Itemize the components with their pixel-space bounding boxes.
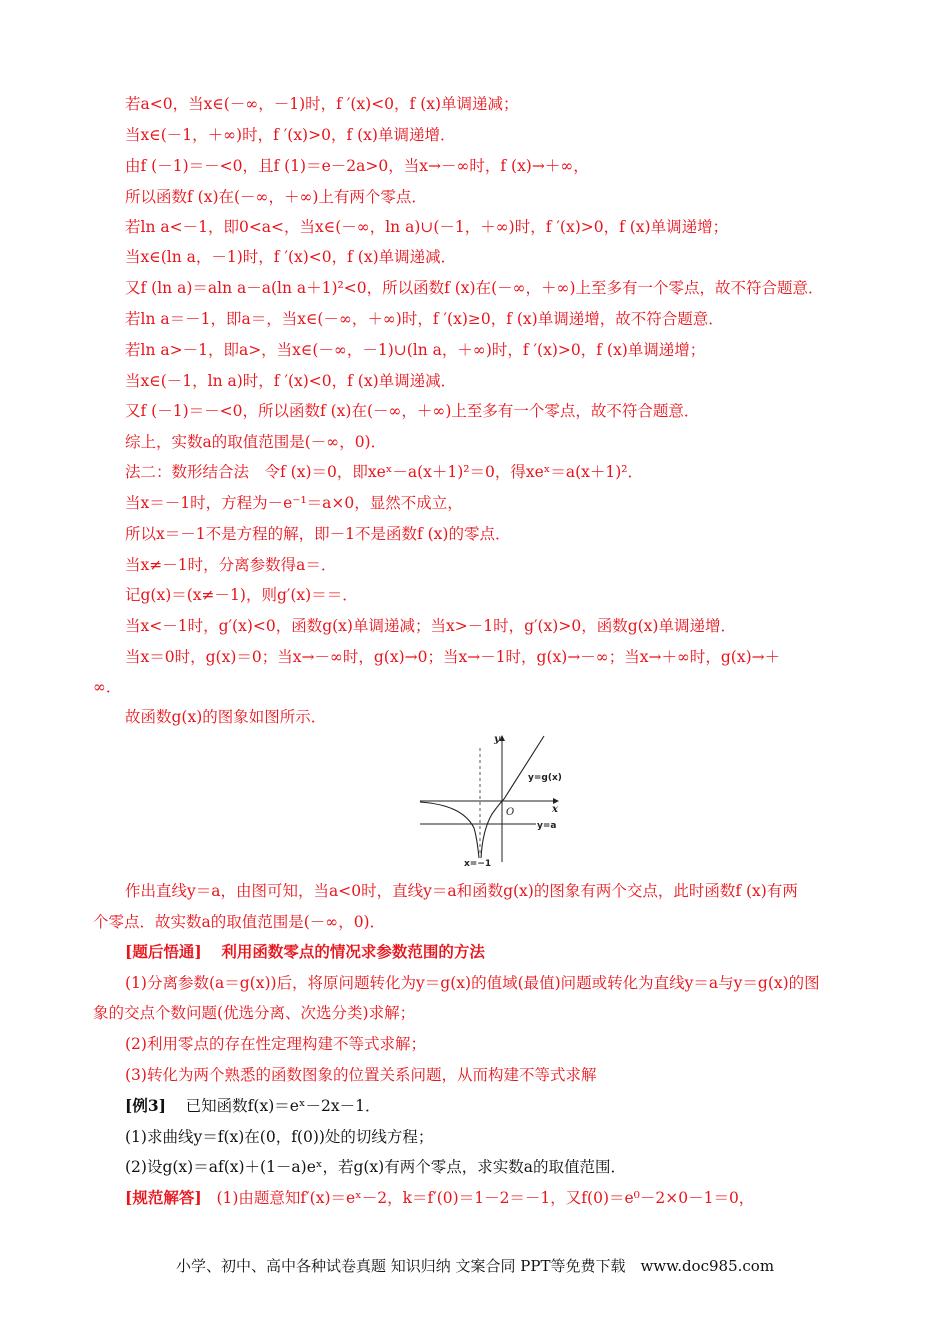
text-line: ∞． <box>93 678 122 696</box>
insight-item: (1)分离参数(a＝g(x))后，将原问题转化为y＝g(x)的值域(最值)问题或转化为直线y＝a与y＝g(x)的图 <box>125 974 820 992</box>
text-line: 若ln a＝－1，即a＝，当x∈(－∞，＋∞)时，f ′(x)≥0，f (x)单调递增，故不符合题意． <box>125 310 724 328</box>
text-line: 由f (－1)＝－<0，且f (1)＝e－2a>0，当x→－∞时，f (x)→＋∞， <box>125 157 589 175</box>
solution-tag: [规范解答] <box>125 1188 202 1207</box>
insight-item: 象的交点个数问题(优选分离、次选分类)求解； <box>93 1004 416 1022</box>
text-line: 若a<0，当x∈(－∞，－1)时，f ′(x)<0，f (x)单调递减； <box>125 95 519 113</box>
curve-right-branch <box>481 736 544 858</box>
curve-left-branch <box>420 802 479 858</box>
text-line: 当x∈(－1，ln a)时，f ′(x)<0，f (x)单调递减． <box>125 372 457 390</box>
example-question-2: (2)设g(x)＝af(x)＋(1－a)eˣ，若g(x)有两个零点，求实数a的取值范围． <box>125 1158 626 1176</box>
solution-line <box>125 1187 754 1209</box>
example-text: 已知函数f(x)＝eˣ－2x－1． <box>185 1097 381 1115</box>
example-question-1: (1)求曲线y＝f(x)在(0，f(0))处的切线方程； <box>125 1128 434 1146</box>
text-line: 记g(x)＝(x≠－1)，则g′(x)＝＝． <box>125 586 358 604</box>
y-axis-label: y <box>494 734 500 745</box>
text-line: 当x∈(－1，＋∞)时，f ′(x)>0，f (x)单调递增． <box>125 126 456 144</box>
text-line: 作出直线y＝a，由图可知，当a<0时，直线y＝a和函数g(x)的图象有两个交点，此时函数f (x)有两 <box>125 882 798 900</box>
text-line: 当x＝0时，g(x)＝0；当x→－∞时，g(x)→0；当x→－1时，g(x)→－∞；当x→＋∞时，g(x)→＋ <box>125 648 781 666</box>
text-line: 所以函数f (x)在(－∞，＋∞)上有两个零点． <box>125 188 427 206</box>
text-line: 当x<－1时，g′(x)<0，函数g(x)单调递减；当x>－1时，g′(x)>0，函数g(x)单调递增． <box>125 617 736 635</box>
text-line: 又f (ln a)＝aln a－a(ln a＋1)²<0，所以函数f (x)在(－∞，＋∞)上至多有一个零点，故不符合题意． <box>125 279 824 297</box>
line-label: y=a <box>537 821 557 831</box>
text-line: 个零点．故实数a的取值范围是(－∞，0)． <box>93 913 386 931</box>
text-line: 故函数g(x)的图象如图所示． <box>125 708 327 726</box>
solution-text: (1)由题意知f′(x)＝eˣ－2，k＝f′(0)＝1－2＝－1，又f(0)＝e⁰－2×0－1＝0， <box>216 1189 755 1207</box>
insight-heading <box>125 941 485 963</box>
text-line: 所以x＝－1不是方程的解，即－1不是函数f (x)的零点． <box>125 525 511 543</box>
insight-item: (3)转化为两个熟悉的函数图象的位置关系问题，从而构建不等式求解 <box>125 1066 597 1084</box>
text-line: 当x≠－1时，分离参数得a＝． <box>125 556 337 574</box>
text-line: 当x＝－1时，方程为－e⁻¹＝a×0，显然不成立， <box>125 494 463 512</box>
insight-item: (2)利用零点的存在性定理构建不等式求解； <box>125 1035 426 1053</box>
x-axis-label: x <box>552 804 558 815</box>
asymptote-label: x=−1 <box>464 859 492 868</box>
page-footer: 小学、初中、高中各种试卷真题 知识归纳 文案合同 PPT等免费下载 www.doc985.com <box>175 1257 775 1275</box>
text-line: 若ln a>－1，即a>，当x∈(－∞，－1)∪(ln a，＋∞)时，f ′(x)>0，f (x)单调递增； <box>125 341 706 359</box>
function-graph <box>418 728 570 868</box>
origin-label: O <box>506 807 515 818</box>
text-line: 若ln a<－1，即0<a<，当x∈(－∞，ln a)∪(－1，＋∞)时，f ′(x)>0，f (x)单调递增； <box>125 218 729 236</box>
curve-label: y=g(x) <box>528 773 562 783</box>
text-line: 当x∈(ln a，－1)时，f ′(x)<0，f (x)单调递减． <box>125 248 457 266</box>
text-line: 综上，实数a的取值范围是(－∞，0)． <box>125 433 387 451</box>
insight-title: 利用函数零点的情况求参数范围的方法 <box>221 942 485 961</box>
insight-tag: [题后悟通] <box>125 942 202 961</box>
text-line: 法二：数形结合法 令f (x)＝0，即xeˣ－a(x＋1)²＝0，得xeˣ＝a(x＋1)²． <box>125 463 643 481</box>
example-statement <box>125 1095 380 1117</box>
example-tag: [例3] <box>125 1096 166 1115</box>
text-line: 又f (－1)＝－<0，所以函数f (x)在(－∞，＋∞)上至多有一个零点，故不符合题意． <box>125 402 700 420</box>
